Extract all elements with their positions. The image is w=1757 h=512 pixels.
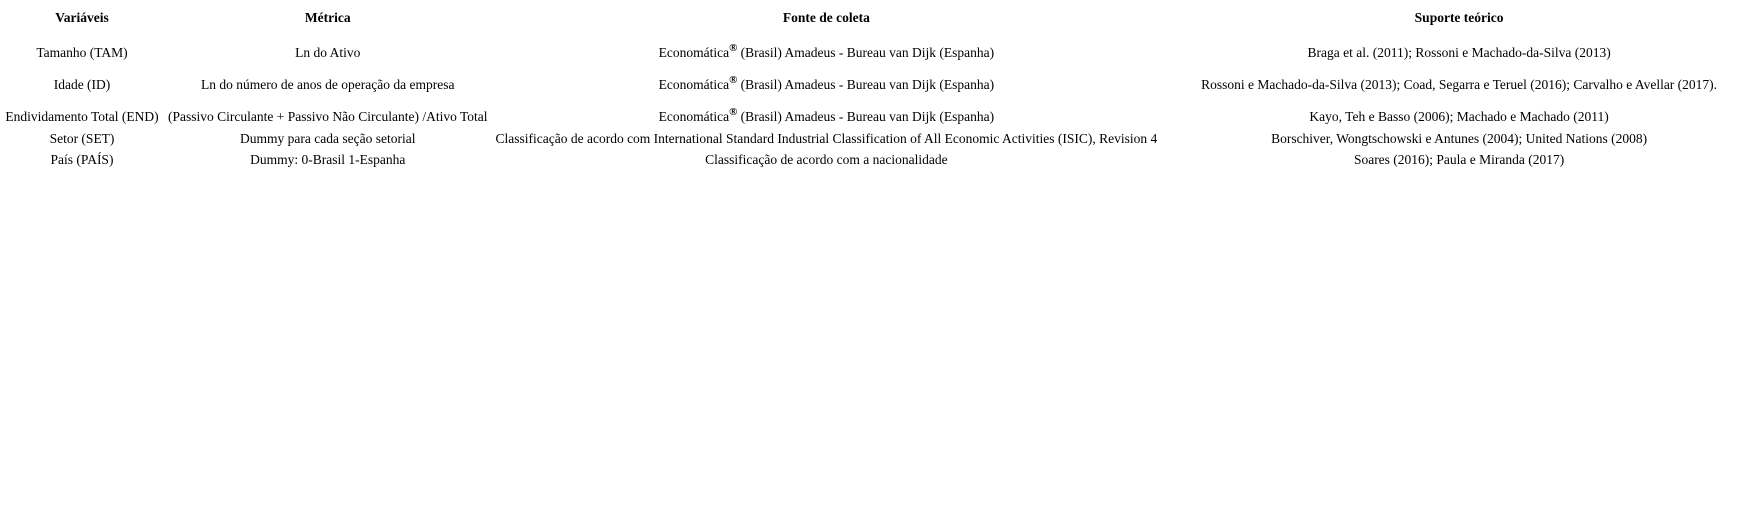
fonte-text: Economática [658,77,730,92]
fonte-text: (Brasil) Amadeus - Bureau van Dijk (Espanha) [737,77,995,92]
cell-variavel: Endividamento Total (END) [5,109,159,124]
table-row [0,32,1757,64]
registered-mark: ® [729,73,738,86]
header-row [0,8,1757,32]
fonte-text: Economática [658,45,730,60]
registered-mark: ® [729,105,738,118]
cell-variavel: País (PAÍS) [50,152,114,168]
fonte-text: Economática [658,109,730,124]
fonte-text: (Brasil) Amadeus - Bureau van Dijk (Espanha) [737,45,995,60]
cell-fonte [492,96,1162,128]
variables-table [0,8,1757,171]
cell-fonte: Classificação de acordo com International Standard Industrial Classification of All Economic Activities (ISIC), Revision 4 [495,130,1158,146]
fonte-text: (Brasil) Amadeus - Bureau van Dijk (Espanha) [737,109,995,124]
cell-suporte: Rossoni e Machado-da-Silva (2013); Coad, Segarra e Teruel (2016); Carvalho e Avellar (2017). [1201,77,1718,92]
table-row [0,64,1757,96]
cell-suporte: Borschiver, Wongtschowski e Antunes (2004); United Nations (2008) [1271,130,1648,146]
cell-fonte [492,32,1162,64]
cell-metrica: Ln do Ativo [295,45,361,60]
cell-suporte: Soares (2016); Paula e Miranda (2017) [1353,152,1565,168]
cell-metrica: Dummy para cada seção setorial [240,130,416,146]
cell-fonte: Classificação de acordo com a nacionalidade [705,152,948,168]
header-suporte: Suporte teórico [1414,10,1504,25]
cell-variavel: Idade (ID) [53,77,111,92]
registered-mark: ® [729,41,738,54]
header-metrica: Métrica [304,10,351,25]
header-fonte: Fonte de coleta [782,10,870,25]
cell-suporte: Kayo, Teh e Basso (2006); Machado e Machado (2011) [1309,109,1609,124]
header-variaveis: Variáveis [55,10,109,25]
cell-fonte [492,64,1162,96]
table-row [0,96,1757,128]
cell-variavel: Tamanho (TAM) [36,45,128,60]
cell-metrica: Ln do número de anos de operação da empresa [201,77,455,92]
cell-suporte: Braga et al. (2011); Rossoni e Machado-da-Silva (2013) [1307,45,1611,60]
table-body [0,32,1757,171]
cell-metrica: (Passivo Circulante + Passivo Não Circulante) /Ativo Total [168,109,488,124]
page [0,0,1757,171]
cell-variavel: Setor (SET) [49,130,115,146]
table-row [0,128,1757,150]
cell-metrica: Dummy: 0-Brasil 1-Espanha [250,152,406,168]
table-header [0,8,1757,32]
table-row [0,149,1757,171]
